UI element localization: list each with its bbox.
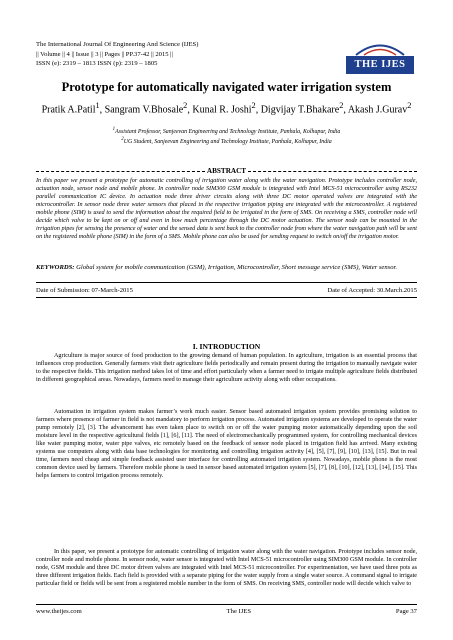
author-sup: 2 <box>339 101 344 110</box>
logo-text: THE IJES <box>346 56 414 74</box>
submission-date: Date of Submission: 07-March-2015 <box>36 287 133 294</box>
dates-row <box>36 286 417 295</box>
divider <box>36 297 417 298</box>
keywords-text: Global system for mobile communication (GSM), Irrigation, Microcontroller, Short message service (SMS), Water sensor. <box>76 264 397 271</box>
page-footer <box>36 607 417 616</box>
keywords-label: KEYWORDS: <box>36 264 75 271</box>
author-sup: 2 <box>407 101 412 110</box>
logo-arc-icon <box>352 42 408 56</box>
author-list: Pratik A.Patil$^1$, Sangram V.Bhosale$^2$, Kunal R. Joshi$^2$, Digvijay T.Bhakare$^2$, Akash J.Gurav$^2$ <box>41 101 412 116</box>
footer-website[interactable]: www.theijes.com <box>36 608 82 615</box>
footer-divider <box>36 604 417 605</box>
divider <box>248 171 417 172</box>
accepted-date: Date of Accepted: 30.March.2015 <box>327 287 417 294</box>
abstract-text: In this paper we present a prototype for automatic controlling of irrigation water along with the water navigation. Prototype includes controller node, actuation node, sensor node and mobile phone. In controller node SIM300 GSM module is integrated with Intel MCS-51 microcontroller using RS232 parallel communication IC device. In actuation node three driver circuits along with three DC motor operated valves are integrated with the microcontroller. In sensor node three water sensors that placed in the respective irrigation piping are integrated with the microcontroller. A registered mobile phone (SIM) is used to send the information about the required field to be irrigated in the form of SMS. On receiving a SMS, controller node will decide which valve to be kept on or off and even in how much percentage through the DC motor actuation. The sensor node can be mounted in the irrigation pipes for sensing the presence of water and the sensed data is sent back to the controller node from where the water navigation path will be sent on the registered mobile phone (SIM) in the form of a SMS. Mobile phone can also be used for sending request to switch on/off the irrigation motor. <box>36 178 417 241</box>
abstract-heading: ABSTRACT <box>36 167 417 175</box>
body-paragraph: Agriculture is major source of food production to the growing demand of human population. In agriculture, irrigation is an essential process that influences crop production. Generally farmers visit their agriculture fields periodically and remain present during the irrigation to manually navigate water to the respective fields. This irrigation method takes lot of time and effort particularly when a farmer need to irrigate multiple agriculture fields distributed in different geographical areas. Nowadays, farmers need to manage their agriculture activity along with other occupations. <box>36 353 417 384</box>
footer-journal: The IJES <box>226 608 251 615</box>
journal-name: The International Journal Of Engineering And Science (IJES) <box>36 41 199 48</box>
paper-title: Prototype for automatically navigated water irrigation system <box>61 80 392 94</box>
journal-issue-line: || Volume || 4 || Issue || 3 || Pages || PP.37-42 || 2015 || <box>36 50 173 58</box>
author-sup: 1 <box>95 101 100 110</box>
author-name: Digvijay T.Bhakare <box>260 104 340 116</box>
author-name: Pratik A.Patil <box>41 104 96 116</box>
affiliation: $^1$Assistant Professor, Sanjeevan Engineering and Technology Institute, Panhala, Kolhapur, India <box>112 127 341 135</box>
author-sup: 2 <box>183 101 188 110</box>
affiliation: $^2$UG Student, Sanjeevan Engineering and Technology Institute, Panhala, Kolhapur, India <box>121 136 332 145</box>
author-name: Kunal R. Joshi <box>192 104 252 116</box>
divider <box>36 171 205 172</box>
author-sup: 2 <box>251 101 256 110</box>
journal-logo <box>346 42 414 74</box>
author-name: Akash J.Gurav <box>347 104 408 116</box>
footer-page-number: Page 37 <box>395 608 417 615</box>
section-heading: I. INTRODUCTION <box>192 342 261 351</box>
body-paragraph: Automation in irrigation system makes farmer’s work much easier. Sensor based automated irrigation system provides promising solution to farmers where presence of farmer in field is not mandatory to perform irrigation process. Automated irrigation systems are developed to operate the water pump remotely [2], [3]. The advancement has even taken place to switch on or off the water pumping motor automatically depending upon the soil moisture level in the respective agricultural fields [1], [6], [11]. The need of electromechanically programmed system, for controlling mechanical devices like water pumping motor, water pipe valves, etc remotely based on the feedback of sensor node placed in irrigation field has arrived. Many existing systems use computers along with data base technologies for monitoring and controlling irrigation activity [4], [5], [7], [9], [10], [13], [15]. But in real time, farmers need cheap and simple feedback assisted user interface for controlling automated irrigation system. Nowadays, mobile phone is the most common device used by farmers. Therefore mobile phone is used in sensor based automated irrigation system [5], [7], [8], [10], [12], [13], [14], [15]. This helps farmers to control irrigation process remotely. <box>36 409 417 480</box>
keywords <box>36 264 417 273</box>
affiliations <box>30 126 423 146</box>
body-paragraph: In this paper, we present a prototype for automatic controlling of irrigation water along with the water navigation. Prototype includes sensor node, controller node and mobile phone. In sensor node, water sensor is integrated with Intel MCS-51 microcontroller using SIM300 GSM module. In controller node, GSM module and three DC motor driven valves are integrated with Intel MCS-51 microcontroller. For experimentation, we have used three pots as three different irrigation fields. Each field is provided with a separate piping for the water supply from a single water source. A command signal to irrigate particular field or fields will be sent from a registered mobile number in the form of SMS. On receiving SMS, controller node will decide which valve to <box>36 549 417 588</box>
journal-header <box>36 40 336 69</box>
journal-issn-line: ISSN (e): 2319 – 1813 ISSN (p): 2319 – 1805 <box>36 60 158 68</box>
divider <box>36 282 417 283</box>
author-name: Sangram V.Bhosale <box>104 104 184 116</box>
